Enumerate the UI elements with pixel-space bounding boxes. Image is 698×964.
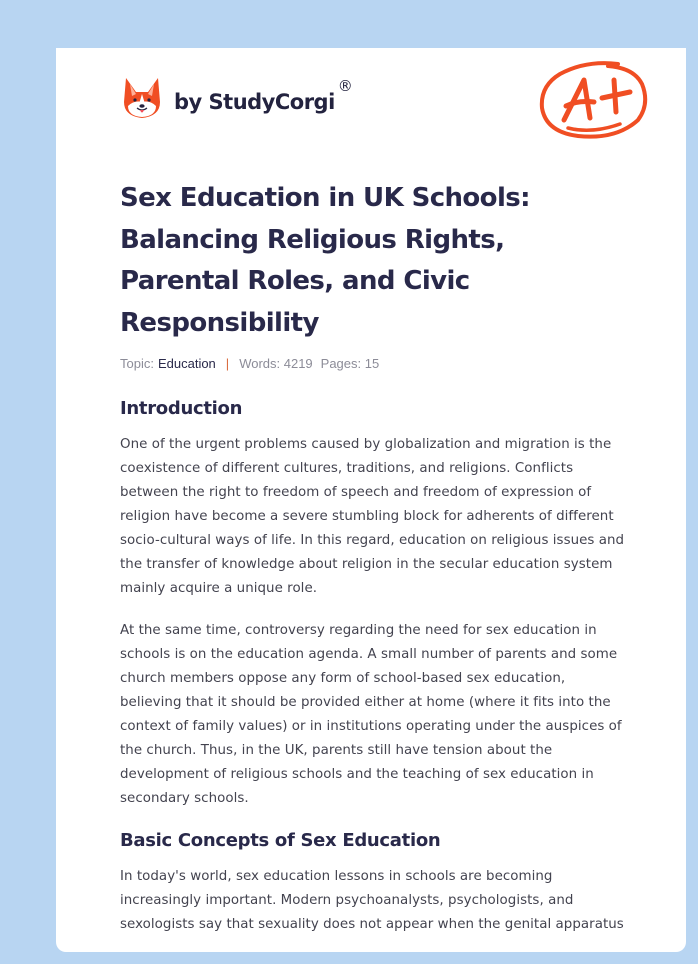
section-heading-introduction: Introduction: [120, 398, 243, 419]
paragraph: In today's world, sex education lessons in schools are becoming increasingly important. Modern psychoanalysts, psychologists, and sexologists say that sexuality does not appear when the genital apparatus: [120, 869, 624, 932]
header: [56, 48, 686, 168]
topic-label: Topic:: [120, 356, 154, 371]
word-count: Words: 4219: [239, 356, 313, 371]
corgi-icon: [122, 76, 162, 120]
page-title: Sex Education in UK Schools: Balancing Religious Rights, Parental Roles, and Civic Responsibility: [120, 183, 530, 338]
paragraph: One of the urgent problems caused by globalization and migration is the coexistence of different cultures, traditions, and religions. Conflicts between the right to freedom of speech and freedom of expression of religion have become a severe stumbling block for adherents of different socio-cultural ways of life. In this regard, education on religious issues and the transfer of knowledge about religion in the secular education system mainly acquire a unique role.: [120, 437, 625, 596]
registered-mark: ®: [337, 77, 353, 95]
studycorgi-logo[interactable]: [122, 76, 353, 120]
logo-text: by StudyCorgi: [174, 90, 335, 114]
topic-link[interactable]: Education: [157, 356, 216, 371]
page-count: Pages: 15: [320, 356, 380, 371]
section-heading-basic-concepts: Basic Concepts of Sex Education: [120, 830, 441, 851]
paragraph: At the same time, controversy regarding the need for sex education in schools is on the education agenda. A small number of parents and some church members oppose any form of school-based sex education, believing that it should be provided either at home (where it fits into the context of family values) or in institutions operating under the auspices of the church. Thus, in the UK, parents still have tension about the development of religious schools and the teaching of sex education in secondary schools.: [120, 623, 622, 806]
meta-separator: |: [225, 356, 230, 371]
document-content: [120, 178, 630, 937]
document-card: [56, 48, 686, 952]
a-plus-icon: [538, 58, 650, 140]
document-meta: [120, 356, 630, 371]
